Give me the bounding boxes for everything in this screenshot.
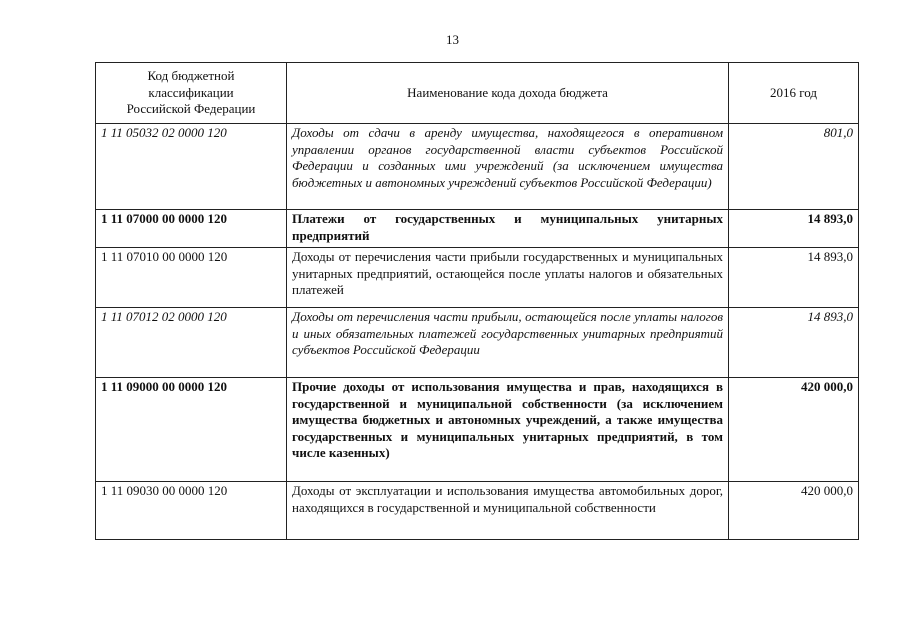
table-header-row xyxy=(96,63,859,124)
row-code: 1 11 07012 02 0000 120 xyxy=(96,308,287,378)
row-code: 1 11 05032 02 0000 120 xyxy=(96,124,287,210)
row-code: 1 11 07010 00 0000 120 xyxy=(96,248,287,308)
header-name-column: Наименование кода дохода бюджета xyxy=(287,63,729,124)
row-name: Доходы от перечисления части прибыли государственных и муниципальных унитарных предприятий, остающейся после уплаты налогов и обязательных платежей xyxy=(287,248,729,308)
row-amount: 14 893,0 xyxy=(729,308,859,378)
row-name: Доходы от сдачи в аренду имущества, находящегося в оперативном управлении органов государственной власти субъектов Российской Федерации и созданных ими учреждений (за исключением имущества бюджетных и автономных учреждений субъектов Российской Федерации) xyxy=(287,124,729,210)
table-row xyxy=(96,124,859,210)
row-name: Платежи от государственных и муниципальных унитарных предприятий xyxy=(287,210,729,248)
table-row xyxy=(96,248,859,308)
header-year-column: 2016 год xyxy=(729,63,859,124)
row-amount: 420 000,0 xyxy=(729,378,859,482)
table-row xyxy=(96,378,859,482)
row-name: Доходы от эксплуатации и использования имущества автомобильных дорог, находящихся в государственной и муниципальной собственности xyxy=(287,482,729,540)
budget-revenue-table xyxy=(95,62,859,540)
row-amount: 420 000,0 xyxy=(729,482,859,540)
page-number: 13 xyxy=(446,32,459,47)
row-name: Доходы от перечисления части прибыли, остающейся после уплаты налогов и иных обязательных платежей государственных унитарных предприятий субъектов Российской Федерации xyxy=(287,308,729,378)
header-code-column xyxy=(96,63,287,124)
table-row xyxy=(96,482,859,540)
header-code-line: Код бюджетной xyxy=(147,68,235,84)
row-code: 1 11 09030 00 0000 120 xyxy=(96,482,287,540)
row-code: 1 11 09000 00 0000 120 xyxy=(96,378,287,482)
row-amount: 14 893,0 xyxy=(729,210,859,248)
row-name: Прочие доходы от использования имущества и прав, находящихся в государственной и муниципальной собственности (за исключением имущества бюджетных и автономных учреждений, а также имущества государственных и муниципальных унитарных предприятий, в том числе казенных) xyxy=(287,378,729,482)
row-amount: 14 893,0 xyxy=(729,248,859,308)
header-code-line: классификации xyxy=(148,84,234,100)
row-amount: 801,0 xyxy=(729,124,859,210)
row-code: 1 11 07000 00 0000 120 xyxy=(96,210,287,248)
table-row xyxy=(96,308,859,378)
header-code-line: Российской Федерации xyxy=(126,101,256,117)
table-row xyxy=(96,210,859,248)
